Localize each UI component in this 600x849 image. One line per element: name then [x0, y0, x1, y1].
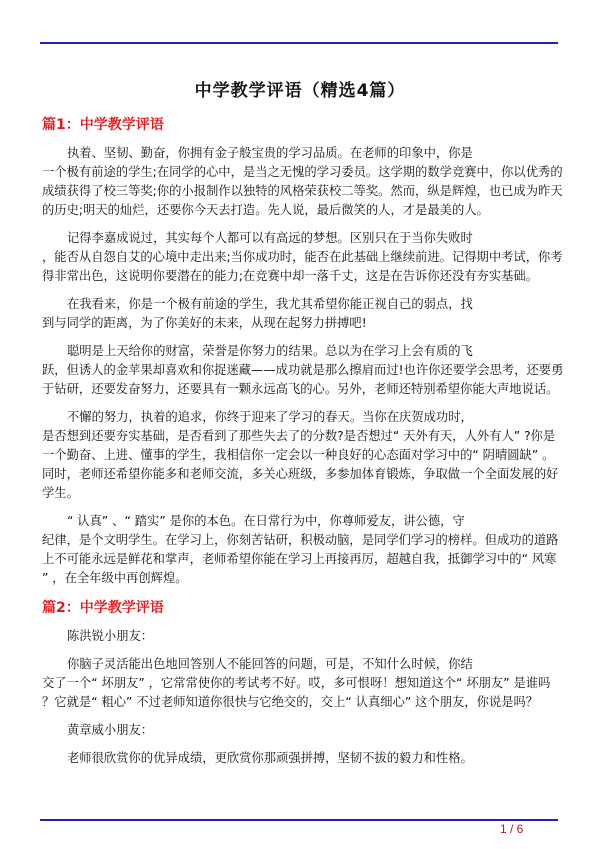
- text-line: 在我看来，你是一个极有前途的学生，我尤其希望你能正视自己的弱点，找: [67, 297, 473, 311]
- text-line: 一个极有前途的学生;在同学的心中，是当之无愧的学习委员。这学期的数学竞赛中，你以优秀的: [42, 165, 563, 179]
- text-line: 不懈的努力，执着的追求，你终于迎来了学习的春天。当你在庆贺成功时，: [67, 410, 473, 424]
- text-line: 纪律，是个文明学生。在学习上，你刻苦钻研，积极动脑，是同学们学习的榜样。但成功的道路: [42, 533, 559, 547]
- paragraph: [42, 655, 562, 712]
- text-line: 执着、坚韧、勤奋，你拥有金子般宝贵的学习品质。在老师的印象中，你是: [67, 146, 473, 160]
- section-heading: 篇2：中学教学评语: [42, 600, 164, 616]
- text-line: 于钻研，还要发奋努力，还要具有一颗永远高飞的心。另外，老师还特别希望你能大声地说话。: [42, 382, 559, 396]
- text-line: 黄章威小朋友：: [67, 723, 154, 737]
- text-line: 上不可能永远是鲜花和掌声，老师希望你能在学习上再接再厉，超越自我，抵御学习中的“ 风寒: [42, 552, 557, 566]
- paragraph: [42, 342, 562, 399]
- text-line: 老师很欣赏你的优异成绩，更欣赏你那顽强拼搏，坚韧不拔的毅力和性格。: [67, 751, 473, 765]
- paragraph: [42, 749, 562, 768]
- paragraph: [42, 721, 562, 740]
- text-line: 同时，老师还希望你能多和老师交流，多关心班级，多参加体育锻炼，争取做一个全面发展的好: [42, 467, 559, 481]
- text-line: 聪明是上天给你的财富，荣誉是你努力的结果。总以为在学习上会有质的飞: [67, 344, 473, 358]
- section-heading: 篇1：中学教学评语: [42, 117, 164, 133]
- paragraph: [42, 295, 562, 333]
- paragraph: [42, 512, 562, 588]
- text-line: 得非常出色，这说明你要潜在的能力;在竞赛中却一落千丈，这是在告诉你还没有夯实基础。: [42, 269, 539, 283]
- paragraph: [42, 229, 562, 286]
- header-rule: [40, 42, 558, 44]
- text-line: 一个勤奋、上进、懂事的学生，我相信你一定会以一种良好的心态面对学习中的“ 阴晴圆缺” 。: [42, 448, 555, 462]
- text-line: “ 认真” 、“ 踏实” 是你的本色。在日常行为中，你尊师爱友，讲公德，守: [67, 514, 465, 528]
- paragraph: [42, 408, 562, 503]
- paragraph: [42, 144, 562, 220]
- text-line: 记得李嘉成说过，其实每个人都可以有高远的梦想。区别只在于当你失败时: [67, 231, 473, 245]
- text-line: ” ，在全年级中再创辉煌。: [42, 571, 188, 585]
- text-line: 的历史;明天的灿烂，还要你今天去打造。先人说，最后微笑的人，才是最美的人。: [42, 203, 489, 217]
- document-title: 中学教学评语（精选4篇）: [194, 81, 406, 101]
- text-line: 交了一个“ 坏朋友” ，它常常使你的考试考不好。哎，多可恨呀！想知道这个“ 坏朋友” 是谁吗: [42, 676, 551, 690]
- text-line: 到与同学的距离，为了你美好的未来，从现在起努力拼搏吧!: [42, 316, 367, 330]
- text-line: 学生。: [42, 486, 79, 500]
- text-line: 跃，但诱人的金苹果却喜欢和你捉迷藏——成功就是那么擦肩而过!也许你还要学会思考，还要勇: [42, 363, 564, 377]
- paragraph: [42, 627, 562, 646]
- text-line: ？它就是“ 粗心” 不过老师知道你很快与它绝交的，交上“ 认真细心” 这个朋友，你说是吗？: [42, 695, 539, 709]
- text-line: 是否想到还要夯实基础，是否看到了那些失去了的分数?是否想过“ 天外有天，人外有人” ?你是: [42, 429, 556, 443]
- text-line: 陈洪锐小朋友：: [67, 629, 154, 643]
- page-number: 1 / 6: [500, 822, 524, 836]
- document-body: [42, 114, 562, 777]
- text-line: 你脑子灵活能出色地回答别人不能回答的问题，可是，不知什么时候，你结: [67, 657, 473, 671]
- text-line: 成绩获得了校三等奖;你的小报制作以独特的风格荣获校二等奖。然而，纵是辉煌，也已成为昨天: [42, 184, 563, 198]
- footer-rule: [40, 819, 558, 821]
- text-line: ，能否从自怨自艾的心境中走出来;当你成功时，能否在此基础上继续前进。记得期中考试，你考: [42, 250, 563, 264]
